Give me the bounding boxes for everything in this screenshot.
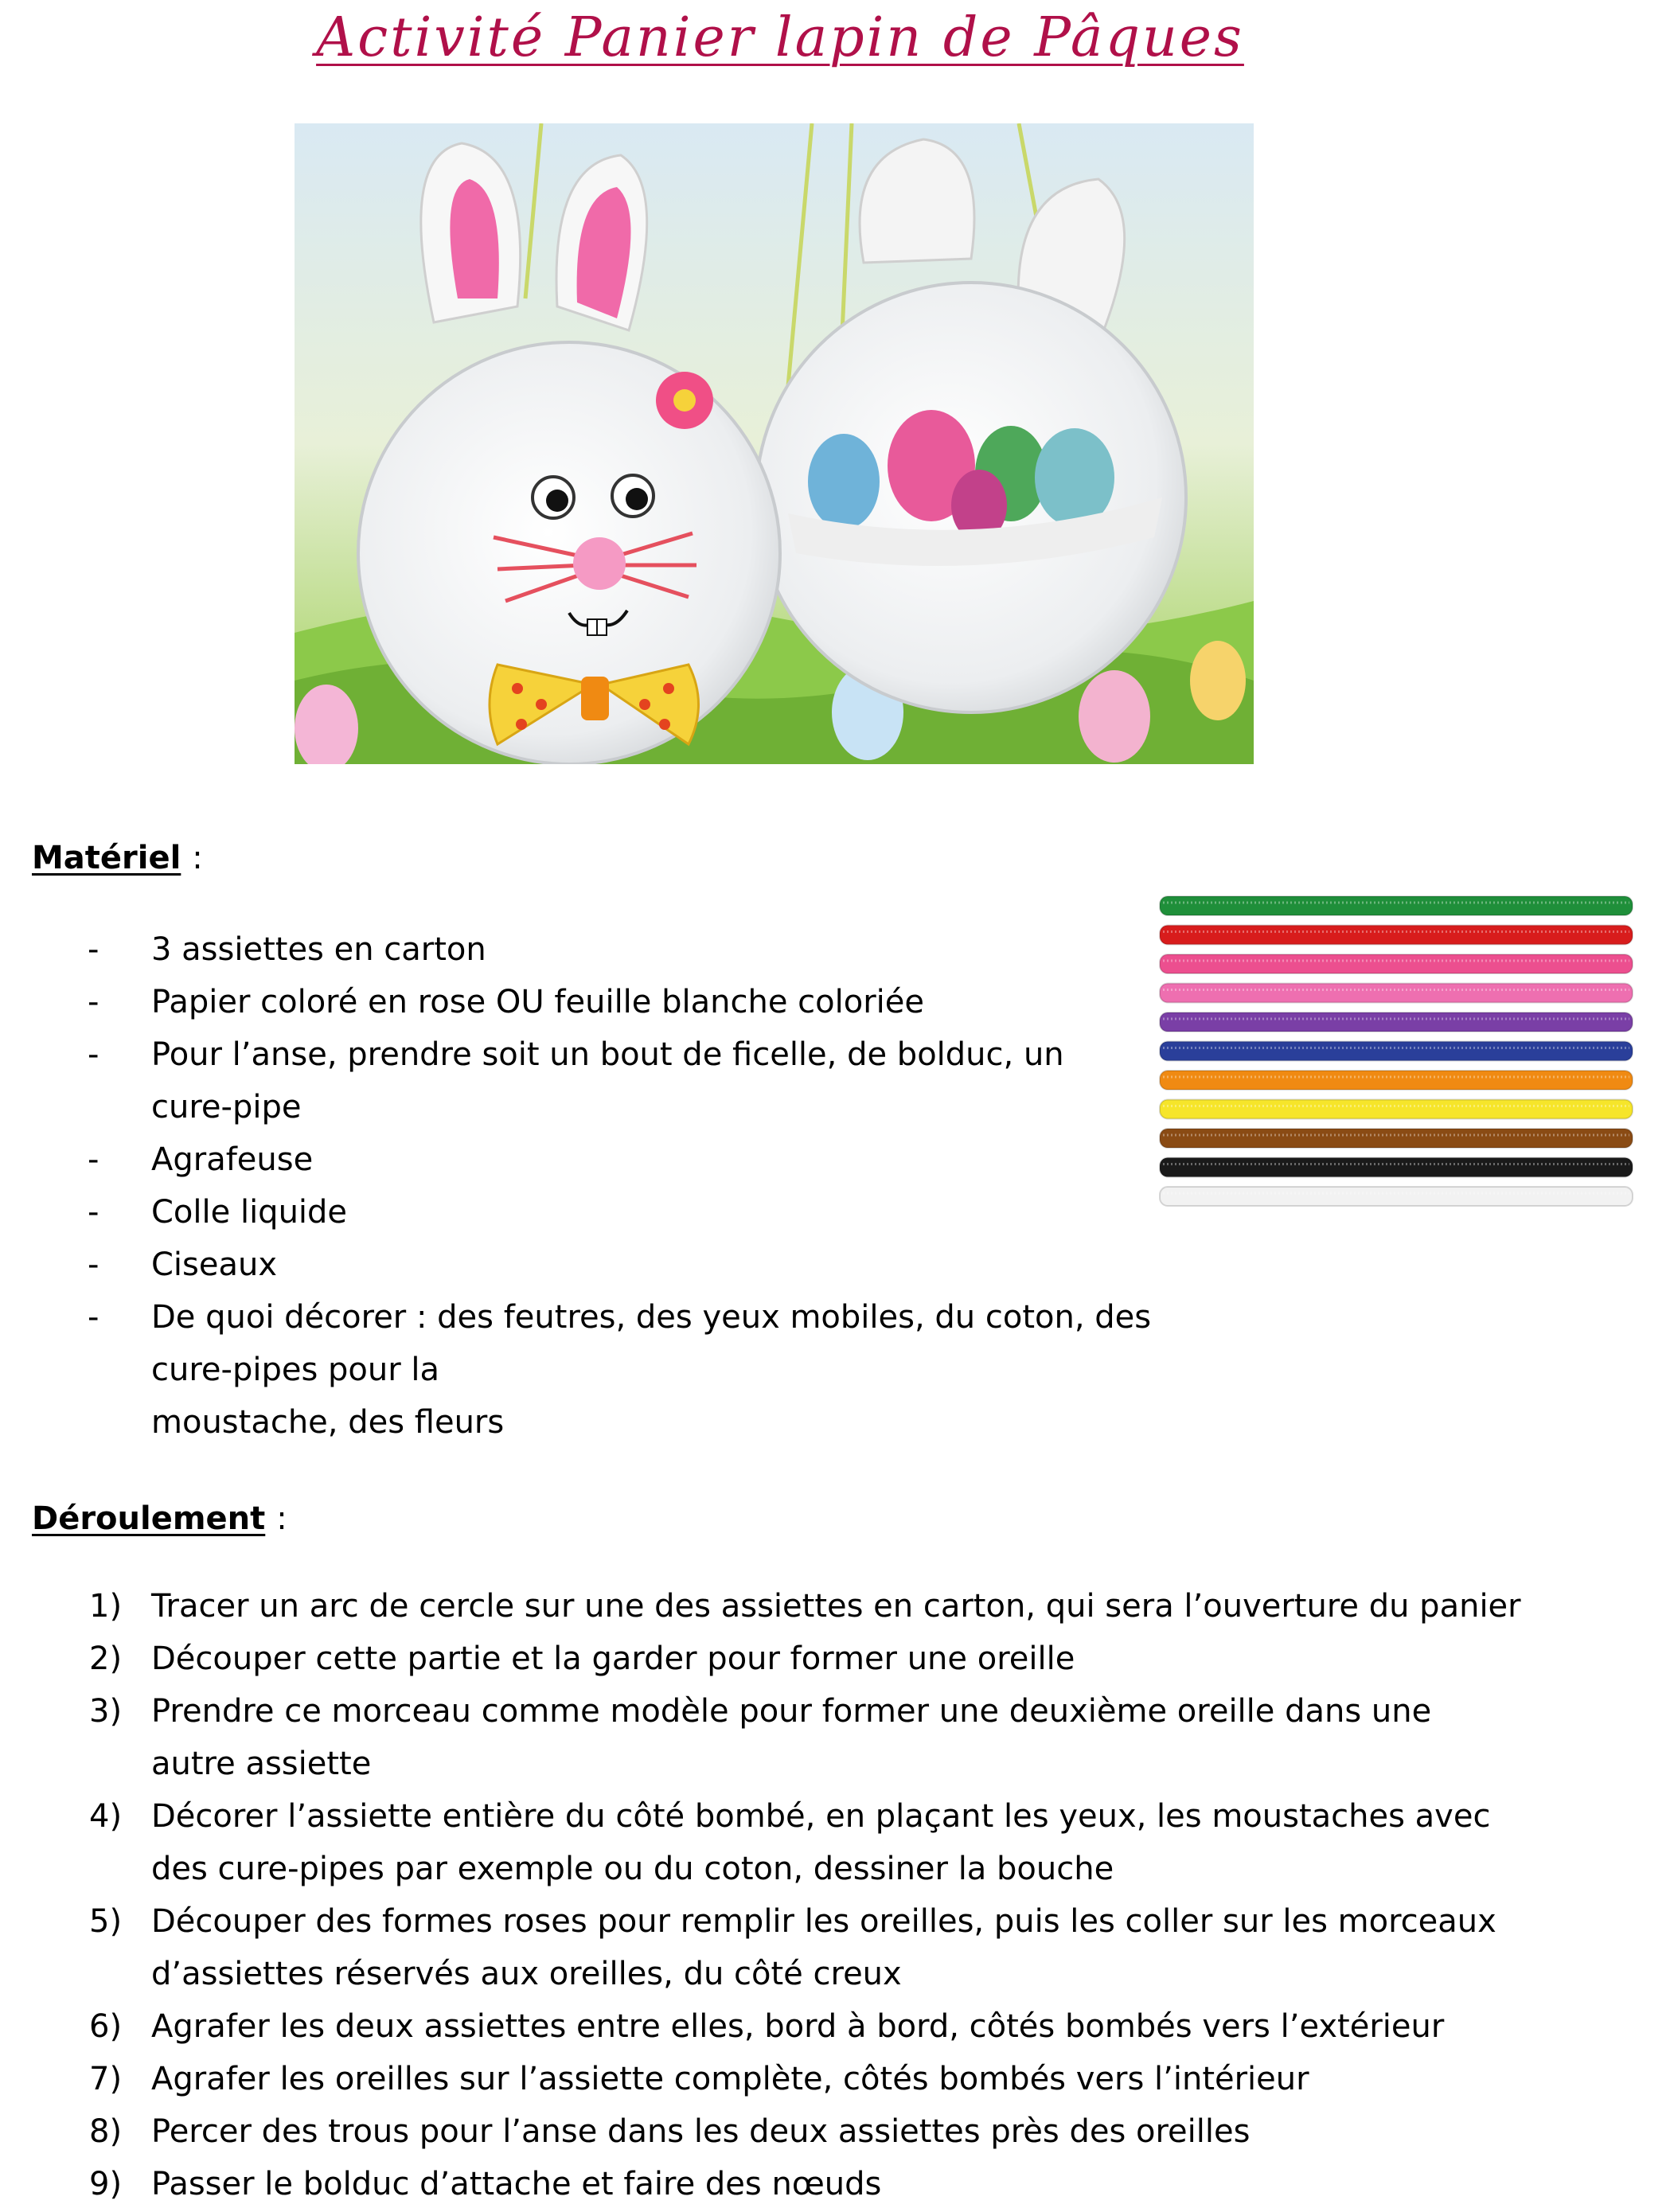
pipe-cleaner: [1160, 926, 1633, 945]
step-text: Découper cette partie et la garder pour former une oreille: [151, 1640, 1075, 1677]
list-dash: -: [88, 1246, 99, 1283]
list-item-text: De quoi décorer : des feutres, des yeux mobiles, du coton, des cure-pipes pour la: [151, 1299, 1152, 1388]
step-text: Tracer un arc de cercle sur une des assiettes en carton, qui sera l’ouverture du panier: [151, 1588, 1521, 1625]
step-item: [0, 2000, 1624, 2053]
list-item: [0, 976, 1154, 1028]
pipe-cleaner: [1160, 954, 1633, 973]
pipe-cleaners-picture: [1158, 890, 1636, 1216]
step-number: 2): [89, 1640, 123, 1677]
list-item-text: Colle liquide: [151, 1194, 348, 1231]
materiel-heading-text: Matériel: [32, 840, 181, 876]
step-item: [0, 1790, 1624, 1895]
deroulement-heading: [32, 1500, 287, 1537]
step-number: 9): [89, 2166, 123, 2202]
materiel-heading-colon: :: [192, 840, 203, 876]
list-item-text: Agrafeuse: [151, 1141, 314, 1178]
step-item: [0, 2105, 1624, 2158]
step-number: 6): [89, 2008, 123, 2045]
step-number: 8): [89, 2113, 123, 2150]
list-item: [0, 1239, 1154, 1291]
list-item: [0, 1291, 1154, 1449]
step-item: [0, 2053, 1624, 2105]
pipe-cleaner: [1160, 1187, 1633, 1206]
step-item: [0, 2158, 1624, 2210]
list-item: [0, 1028, 1154, 1133]
pipe-cleaner: [1160, 1158, 1633, 1177]
step-text: Agrafer les oreilles sur l’assiette complète, côtés bombés vers l’intérieur: [151, 2061, 1309, 2097]
step-number: 3): [89, 1693, 123, 1730]
step-item: [0, 1580, 1624, 1633]
step-continuation: des cure-pipes par exemple ou du coton, dessiner la bouche: [151, 1851, 1114, 1887]
steps-list: [0, 1580, 1624, 2210]
list-item: [0, 1133, 1154, 1186]
step-number: 1): [89, 1588, 123, 1625]
list-item: [0, 923, 1154, 976]
step-text: Passer le bolduc d’attache et faire des nœuds: [151, 2166, 882, 2202]
list-item-text: Pour l’anse, prendre soit un bout de ficelle, de bolduc, un: [151, 1036, 1064, 1073]
list-dash: -: [88, 1299, 99, 1336]
pipe-cleaner: [1160, 1042, 1633, 1061]
list-dash: -: [88, 1141, 99, 1178]
step-item: [0, 1633, 1624, 1685]
list-dash: -: [88, 1194, 99, 1231]
materials-list: [0, 923, 1154, 1449]
step-number: 5): [89, 1903, 123, 1940]
step-text: Prendre ce morceau comme modèle pour former une deuxième oreille dans une: [151, 1693, 1432, 1730]
list-item-continuation: cure-pipe: [151, 1089, 302, 1126]
list-dash: -: [88, 931, 99, 968]
step-text: Agrafer les deux assiettes entre elles, bord à bord, côtés bombés vers l’extérieur: [151, 2008, 1445, 2045]
pipe-cleaner: [1160, 984, 1633, 1003]
step-text: Percer des trous pour l’anse dans les deux assiettes près des oreilles: [151, 2113, 1251, 2150]
deroulement-heading-text: Déroulement: [32, 1500, 266, 1537]
step-item: [0, 1685, 1624, 1790]
deroulement-heading-colon: :: [276, 1500, 287, 1537]
list-item-continuation: moustache, des fleurs: [151, 1404, 505, 1441]
list-item-text: Ciseaux: [151, 1246, 278, 1283]
pipe-cleaner: [1160, 1129, 1633, 1148]
pipe-cleaner: [1160, 896, 1633, 915]
step-text: Décorer l’assiette entière du côté bombé, en plaçant les yeux, les moustaches avec: [151, 1798, 1491, 1835]
step-number: 4): [89, 1798, 123, 1835]
list-item: [0, 1186, 1154, 1239]
pipe-cleaner: [1160, 1012, 1633, 1032]
pipe-cleaner: [1160, 1100, 1633, 1119]
list-item-text: Papier coloré en rose OU feuille blanche coloriée: [151, 984, 924, 1020]
step-number: 7): [89, 2061, 123, 2097]
step-text: Découper des formes roses pour remplir les oreilles, puis les coller sur les morceaux: [151, 1903, 1496, 1940]
step-continuation: d’assiettes réservés aux oreilles, du côté creux: [151, 1956, 902, 1992]
pipe-cleaner: [1160, 1071, 1633, 1090]
list-item-text: 3 assiettes en carton: [151, 931, 486, 968]
page-title: Activité Panier lapin de Pâques: [316, 6, 1244, 69]
list-dash: -: [88, 1036, 99, 1073]
materiel-heading: [32, 840, 203, 876]
step-item: [0, 1895, 1624, 2000]
bunny-basket-illustration: [295, 123, 1254, 764]
list-dash: -: [88, 984, 99, 1020]
step-continuation: autre assiette: [151, 1746, 372, 1782]
